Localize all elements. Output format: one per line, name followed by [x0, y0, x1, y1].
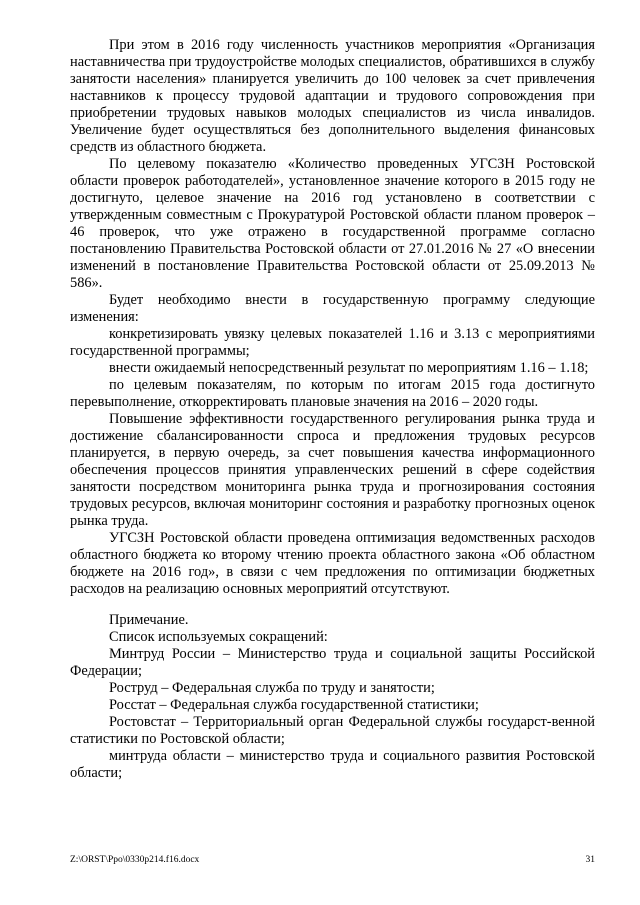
paragraph-change-item-1: конкретизировать увязку целевых показателей 1.16 и 3.13 с мероприятиями государственной программы; [70, 326, 595, 359]
footer-file-path: Z:\ORST\Ppo\0330p214.f16.docx [70, 855, 200, 865]
section-gap [70, 598, 595, 612]
paragraph-optimization: УГСЗН Ростовской области проведена оптимизация ведомственных расходов областного бюджета ко второму чтению проекта областного закона «Об областном бюджете на 2016 год», в связи с чем предложения по оптимизации бюджетных расходов на реализацию основных мероприятий отсутствуют. [70, 530, 595, 597]
paragraph-change-item-2: внести ожидаемый непосредственный результат по мероприятиям 1.16 – 1.18; [109, 360, 589, 376]
abbreviation-item: минтруда области – министерство труда и социального развития Ростовской области; [70, 748, 595, 781]
abbreviations-title: Список используемых сокращений: [109, 629, 328, 645]
abbreviation-item: Роструд – Федеральная служба по труду и занятости; [109, 680, 435, 696]
paragraph-changes-intro: Будет необходимо внести в государственную программу следующие изменения: [70, 292, 595, 325]
document-page [70, 37, 595, 782]
abbreviation-item: Минтруд России – Министерство труда и социальной защиты Российской Федерации; [70, 646, 595, 679]
footer-page-number: 31 [585, 855, 595, 865]
paragraph-mentorship: При этом в 2016 году численность участников мероприятия «Организация наставничества при трудоустройстве молодых специалистов, обратившихся в службу занятости населения» планируется увеличить до 100 человек за счет привлечения наставников к процессу трудовой адаптации и трудового сопровождения при приобретении трудовых навыков молодых специалистов из числа инвалидов. Увеличение будет осуществляться без дополнительного выделения финансовых средств из областного бюджета. [70, 37, 595, 155]
paragraph-inspections: По целевому показателю «Количество проведенных УГСЗН Ростовской области проверок работодателей», установленное значение которого в 2015 году не достигнуто, целевое значение на 2016 год установлено в соответствии с утвержденным совместным с Прокуратурой Ростовской области планом проверок – 46 проверок, что уже отражено в государственной программе согласно постановлению Правительства Ростовской области от 27.01.2016 № 27 «О внесении изменений в постановление Правительства Ростовской области от 25.09.2013 № 586». [70, 156, 595, 291]
paragraph-efficiency: Повышение эффективности государственного регулирования рынка труда и достижение сбалансированности спроса и предложения трудовых ресурсов планируется, в первую очередь, за счет повышения качества информационного обеспечения процессов принятия управленческих решений в сфере содействия занятости посредством мониторинга рынка труда и прогнозирования состояния трудовых ресурсов, включая мониторинг состояния и разработку прогнозных оценок рынка труда. [70, 411, 595, 529]
paragraph-change-item-3: по целевым показателям, по которым по итогам 2015 года достигнуто перевыполнение, откорректировать плановые значения на 2016 – 2020 годы. [70, 377, 595, 410]
abbreviation-item: Ростовстат – Территориальный орган Федеральной службы государст-венной статистики по Ростовской области; [70, 714, 595, 747]
abbreviation-item: Росстат – Федеральная служба государственной статистики; [109, 697, 479, 713]
note-title: Примечание. [109, 612, 189, 628]
